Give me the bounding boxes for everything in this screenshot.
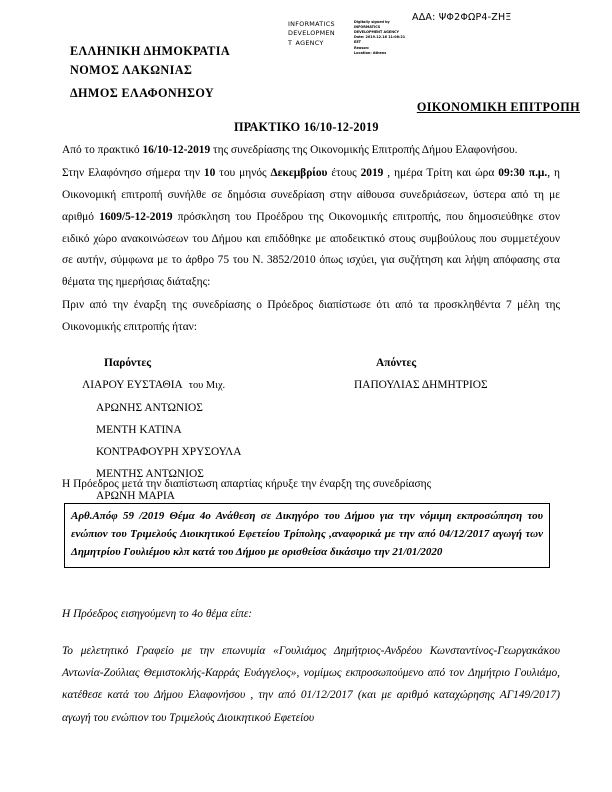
present-member: ΜΕΝΤΗ ΚΑΤΙΝΑ <box>96 423 182 436</box>
attendance-header-row <box>62 352 560 374</box>
column-header-absent: Απόντες <box>376 357 417 369</box>
page-title: ΟΙΚΟΝΟΜΙΚΗ ΕΠΙΤΡΟΠΗ <box>416 100 580 114</box>
table-row <box>62 397 560 419</box>
signature-agency-name: INFORMATICS DEVELOPMEN T AGENCY <box>288 20 335 47</box>
decision-box <box>64 503 550 568</box>
ada-code: ΑΔΑ: ΨΦ2ΦΩΡ4-ΖΗΞ <box>412 12 512 23</box>
present-member: ΑΡΩΝΗ ΜΑΡΙΑ <box>96 490 176 503</box>
decision-text: Αρθ.Απόφ 59 /2019 Θέμα 4ο Ανάθεση σε Δικηγόρο του Δήμου για την νόμιμη εκπροσώπηση του ενώπιον του Τριμελούς Διοικητικού Εφετείου Τρίπολης ,αναφορικά με την από 04/12/2017 αγωγή των Δημητρίου Γουλιέμου κλπ κατά του Δήμου με ορισθείσα δικάσιμο την 21/01/2020 <box>71 510 543 558</box>
absent-member: ΠΑΠΟΥΛΙΑΣ ΔΗΜΗΤΡΙΟΣ <box>354 379 488 392</box>
authority-line-municipality: ΔΗΜΟΣ ΕΛΑΦΟΝΗΣΟΥ <box>70 86 215 101</box>
minutes-number: ΠΡΑΚΤΙΚΟ 16/10-12-2019 <box>234 120 379 134</box>
session-month: Δεκεμβρίου <box>270 166 328 179</box>
digital-signature-stamp <box>288 20 416 56</box>
table-row <box>62 374 560 396</box>
patronymic: του Μιχ. <box>188 380 226 392</box>
table-row <box>62 419 560 441</box>
present-member: ΑΡΩΝΗΣ ΑΝΤΩΝΙΟΣ <box>96 401 203 414</box>
present-member: ΛΙΑΡΟΥ ΕΥΣΤΑΘΙΑ του Μιχ. <box>82 379 226 392</box>
authority-header <box>70 42 230 103</box>
minutes-reference: 16/10-12-2019 <box>142 144 211 156</box>
chair-introduction: Η Πρόεδρος εισηγούμενη το 4ο θέμα είπε: <box>62 608 253 620</box>
closing-paragraph: Το μελετητικό Γραφείο με την επωνυμία «Γουλιάμος Δημήτριος-Ανδρέου Κωνσταντίνος-Γεωργακάκου Αντωνία-Ζούλιας Θεμιστοκλής-Καρράς Ευάγγελος», νομίμως εκπροσωπούμενο από τον Δημήτριο Γουλιάμο, κατέθεσε κατά του Δήμου Ελαφονήσου , την από 01/12/2017 (και με αριθμό καταχώρησης ΑΓ149/2017) αγωγή του ενώπιον του Τριμελούς Διοικητικού Εφετείου <box>62 645 560 724</box>
invitation-protocol-number: 1609/5-12-2019 <box>99 210 173 223</box>
paragraph-quorum-check: Πριν από την έναρξη της συνεδρίασης ο Πρόεδρος διαπίστωσε ότι από τα προσκληθέντα 7 μέλη της Οικονομικής επιτροπής ήταν: <box>62 299 560 334</box>
session-time: 09:30 π.μ. <box>498 166 548 179</box>
session-day: 10 <box>203 166 216 179</box>
paragraph-source-minutes: Από το πρακτικό 16/10-12-2019 της συνεδρίασης της Οικονομικής Επιτροπής Δήμου Ελαφονήσου. <box>62 144 518 156</box>
present-member: ΜΕΝΤΗΣ ΑΝΤΩΝΙΟΣ <box>96 468 204 481</box>
session-year: 2019 <box>360 166 384 179</box>
quorum-declaration: Η Πρόεδρος μετά την διαπίστωση απαρτίας κήρυξε την έναρξη της συνεδρίασης <box>62 478 432 490</box>
authority-line-republic: ΕΛΛΗΝΙΚΗ ΔΗΜΟΚΡΑΤΙΑ <box>70 44 231 58</box>
paragraph-session-details: Στην Ελαφόνησο σήμερα την 10 του μηνός Δεκεμβρίου έτους 2019 , ημέρα Τρίτη και ώρα 09:30 π.μ., η Οικονομική επιτροπή συνήλθε σε δημόσια συνεδρίαση στην αίθουσα συνεδριάσεων, ύστερα από τη με αριθμό 1609/5-12-2019 πρόσκληση του Προέδρου της Οικονομικής επιτροπής, που δημοσιεύθηκε στον ειδικό χώρο ανακοινώσεων του Δήμου και επιδόθηκε με αποδεικτικό στους συμβούλους που συμμετέχουν σε αυτήν, σύμφωνα με το άρθρο 75 του Ν. 3852/2010 όπως ισχύει, για συζήτηση και λήψη απόφασης στα θέματα της ημερήσιας διάταξης: <box>62 166 560 289</box>
document-body <box>62 140 560 340</box>
signature-details: Digitally signed by INFORMATICS DEVELOPMENT AGENCY Date: 2019.12.16 11:08:21 EET Reason: Location: Athens <box>354 20 406 55</box>
column-header-present: Παρόντες <box>104 357 152 369</box>
present-member: ΚΟΝΤΡΑΦΟΥΡΗ ΧΡΥΣΟΥΛΑ <box>96 445 242 458</box>
authority-line-prefecture: ΝΟΜΟΣ ΛΑΚΩΝΙΑΣ <box>70 62 193 77</box>
table-row <box>62 441 560 463</box>
